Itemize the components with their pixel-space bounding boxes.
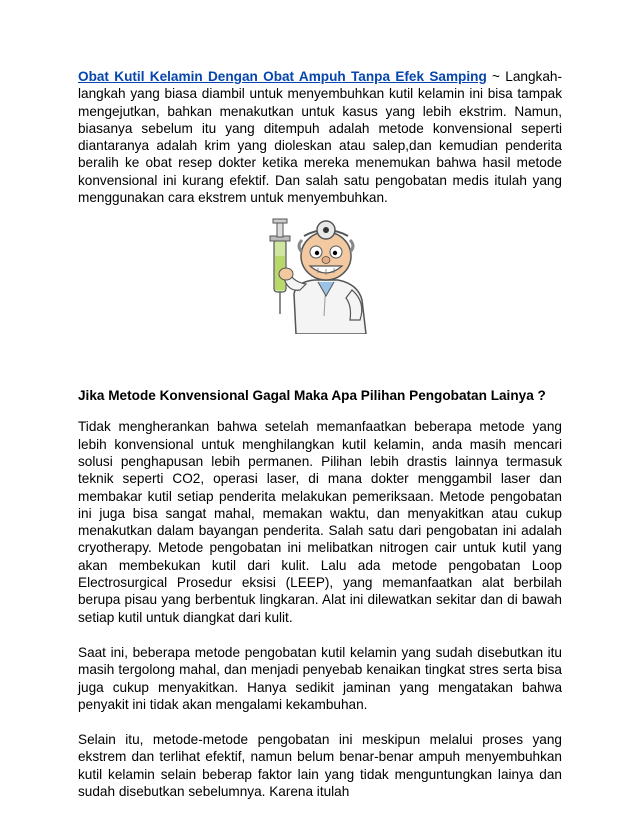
section-heading: Jika Metode Konvensional Gagal Maka Apa Pilihan Pengobatan Lainya ? [78, 388, 546, 404]
doctor-illustration [78, 216, 562, 334]
article [78, 68, 562, 800]
intro-paragraph [78, 68, 562, 206]
paragraph-3: Selain itu, metode-metode pengobatan ini meskipun melalui proses yang ekstrem dan terlihat efektif, namun belum benar-benar ampuh menyembuhkan kutil kelamin selain beberap faktor lain yang tidak menguntungkan lainya dan sudah disebutkan sebelumnya. Karena itulah [78, 732, 562, 800]
doctor-syringe-icon [266, 216, 376, 334]
paragraph-1: Tidak mengherankan bahwa setelah memanfaatkan beberapa metode yang lebih konvensional untuk menghilangkan kutil kelamin, anda masih mencari solusi penghapusan lebih permanen. Pilihan lebih drastis lainnya termasuk teknik seperti CO2, operasi laser, di mana dokter menggambil laser dan membakar kutil setiap penderita melakukan pemeriksaan. Metode pengobatan ini juga bisa sangat mahal, memakan waktu, dan menyakitkan atau cukup menakutkan dalam bayangan penderita. Salah satu dari pengobatan ini adalah cryotherapy. Metode pengobatan ini melibatkan nitrogen cair untuk kutil yang akan membekukan kutil dari kulit. Lalu ada metode pengobatan Loop Electrosurgical Prosedur eksisi (LEEP), yang memanfaatkan alat berbilah berupa pisau yang berbentuk lingkaran. Alat ini dilewatkan sekitar dan di bawah setiap kutil untuk diangkat dari kulit. [78, 419, 562, 625]
intro-text: ~ Langkah-langkah yang biasa diambil untuk menyembuhkan kutil kelamin ini bisa tampak mengejutkan, bahkan menakutkan untuk kasus yang lebih ekstrim. Namun, biasanya sebelum itu yang ditempuh adalah metode konvensional seperti diantaranya adalah krim yang dioleskan atau salep,dan kemudian penderita beralih ke obat resep dokter ketika mereka menemukan bahwa hasil metode konvensional ini kurang efektif. Dan salah satu pengobatan medis itulah yang menggunakan cara ekstrem untuk menyembuhkan. [78, 69, 562, 206]
title-link[interactable]: Obat Kutil Kelamin Dengan Obat Ampuh Tanpa Efek Samping [78, 69, 487, 84]
paragraph-2: Saat ini, beberapa metode pengobatan kutil kelamin yang sudah disebutkan itu masih tergolong mahal, dan menjadi penyebab kenaikan tingkat stres serta bisa juga cukup menyakitkan. Hanya sedikit jaminan yang mengatakan bahwa penyakit ini tidak akan mengalami kekambuhan. [78, 644, 562, 712]
